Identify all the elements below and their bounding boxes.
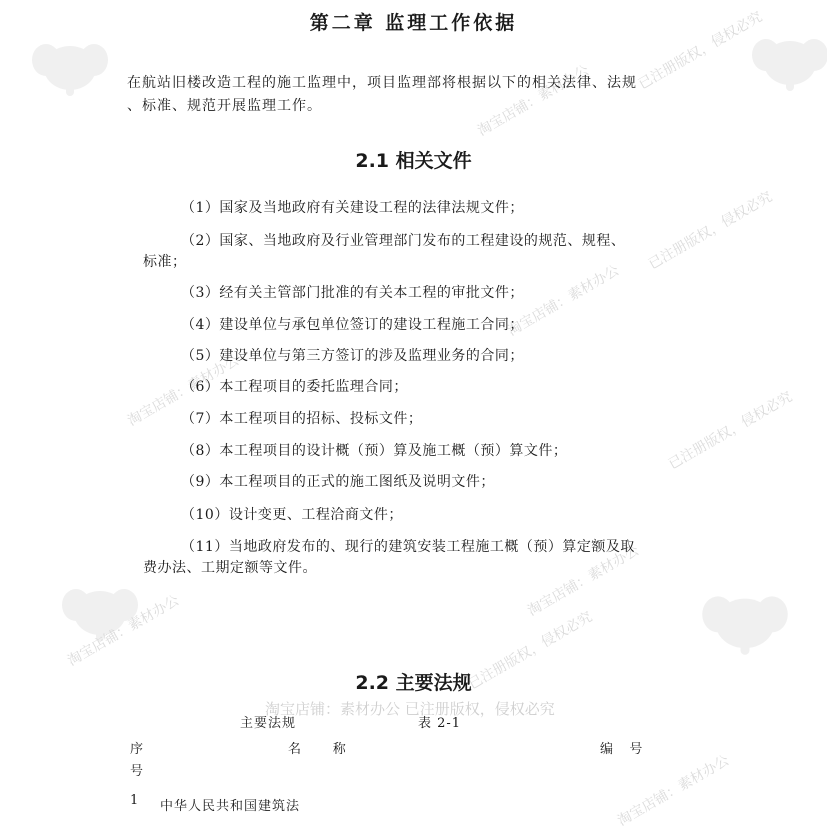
chapter-title: 第二章 监理工作依据: [309, 12, 518, 34]
table-header-seq: 序: [130, 742, 145, 757]
table-cell-seq: 1: [130, 793, 140, 808]
table-caption: 主要法规: [240, 716, 297, 731]
table-header-number: 编 号: [600, 742, 644, 757]
watermark-text: 已注册版权，侵权必究: [645, 188, 776, 273]
section-heading: 2.1 相关文件: [355, 150, 472, 172]
list-item: （1）国家及当地政府有关建设工程的法律法规文件；: [181, 200, 524, 216]
table-cell-name: 中华人民共和国建筑法: [160, 799, 301, 814]
list-item: （2）国家、当地政府及行业管理部门发布的工程建设的规范、规程、: [181, 233, 626, 249]
watermark-text: 已注册版权，侵权必究: [665, 388, 796, 473]
intro-line-2: 、标准、规范开展监理工作。: [127, 98, 322, 114]
list-item: （3）经有关主管部门批准的有关本工程的审批文件；: [181, 285, 524, 301]
watermark-text: 已注册版权，侵权必究: [465, 608, 596, 693]
watermark-text: 淘宝店铺：素材办公: [124, 352, 243, 430]
watermark-text: 淘宝店铺：素材办公: [474, 62, 593, 140]
table-header-name: 名 称: [288, 742, 347, 757]
list-item: （8）本工程项目的设计概（预）算及施工概（预）算文件；: [181, 443, 568, 459]
elephant-watermark-icon: [750, 25, 827, 95]
list-item: （4）建设单位与承包单位签订的建设工程施工合同；: [181, 317, 524, 333]
watermark-text: 淘宝店铺：素材办公: [614, 752, 733, 830]
watermark-line: 淘宝店铺：素材办公 已注册版权，侵权必究: [265, 700, 555, 718]
watermark-text: 淘宝店铺：素材办公: [504, 262, 623, 340]
watermark-text: 已注册版权，侵权必究: [635, 8, 766, 93]
table-number: 表 2-1: [418, 716, 462, 731]
list-item: （11）当地政府发布的、现行的建筑安装工程施工概（预）算定额及取: [181, 539, 635, 555]
list-item: （6）本工程项目的委托监理合同；: [181, 379, 408, 395]
section-heading: 2.2 主要法规: [355, 672, 472, 694]
elephant-watermark-icon: [30, 30, 110, 100]
watermark-text: 淘宝店铺：素材办公: [524, 542, 643, 620]
list-item-continuation: 标准；: [143, 254, 187, 270]
table-header-seq: 号: [130, 764, 145, 779]
elephant-watermark-icon: [700, 580, 790, 660]
list-item: （7）本工程项目的招标、投标文件；: [181, 411, 423, 427]
list-item: （9）本工程项目的正式的施工图纸及说明文件；: [181, 474, 495, 490]
list-item: （5）建设单位与第三方签订的涉及监理业务的合同；: [181, 348, 524, 364]
watermark-text: 淘宝店铺：素材办公: [64, 592, 183, 670]
list-item-continuation: 费办法、工期定额等文件。: [143, 560, 317, 576]
list-item: （10）设计变更、工程洽商文件；: [181, 507, 403, 523]
intro-line-1: 在航站旧楼改造工程的施工监理中，项目监理部将根据以下的相关法律、法规: [127, 75, 637, 91]
